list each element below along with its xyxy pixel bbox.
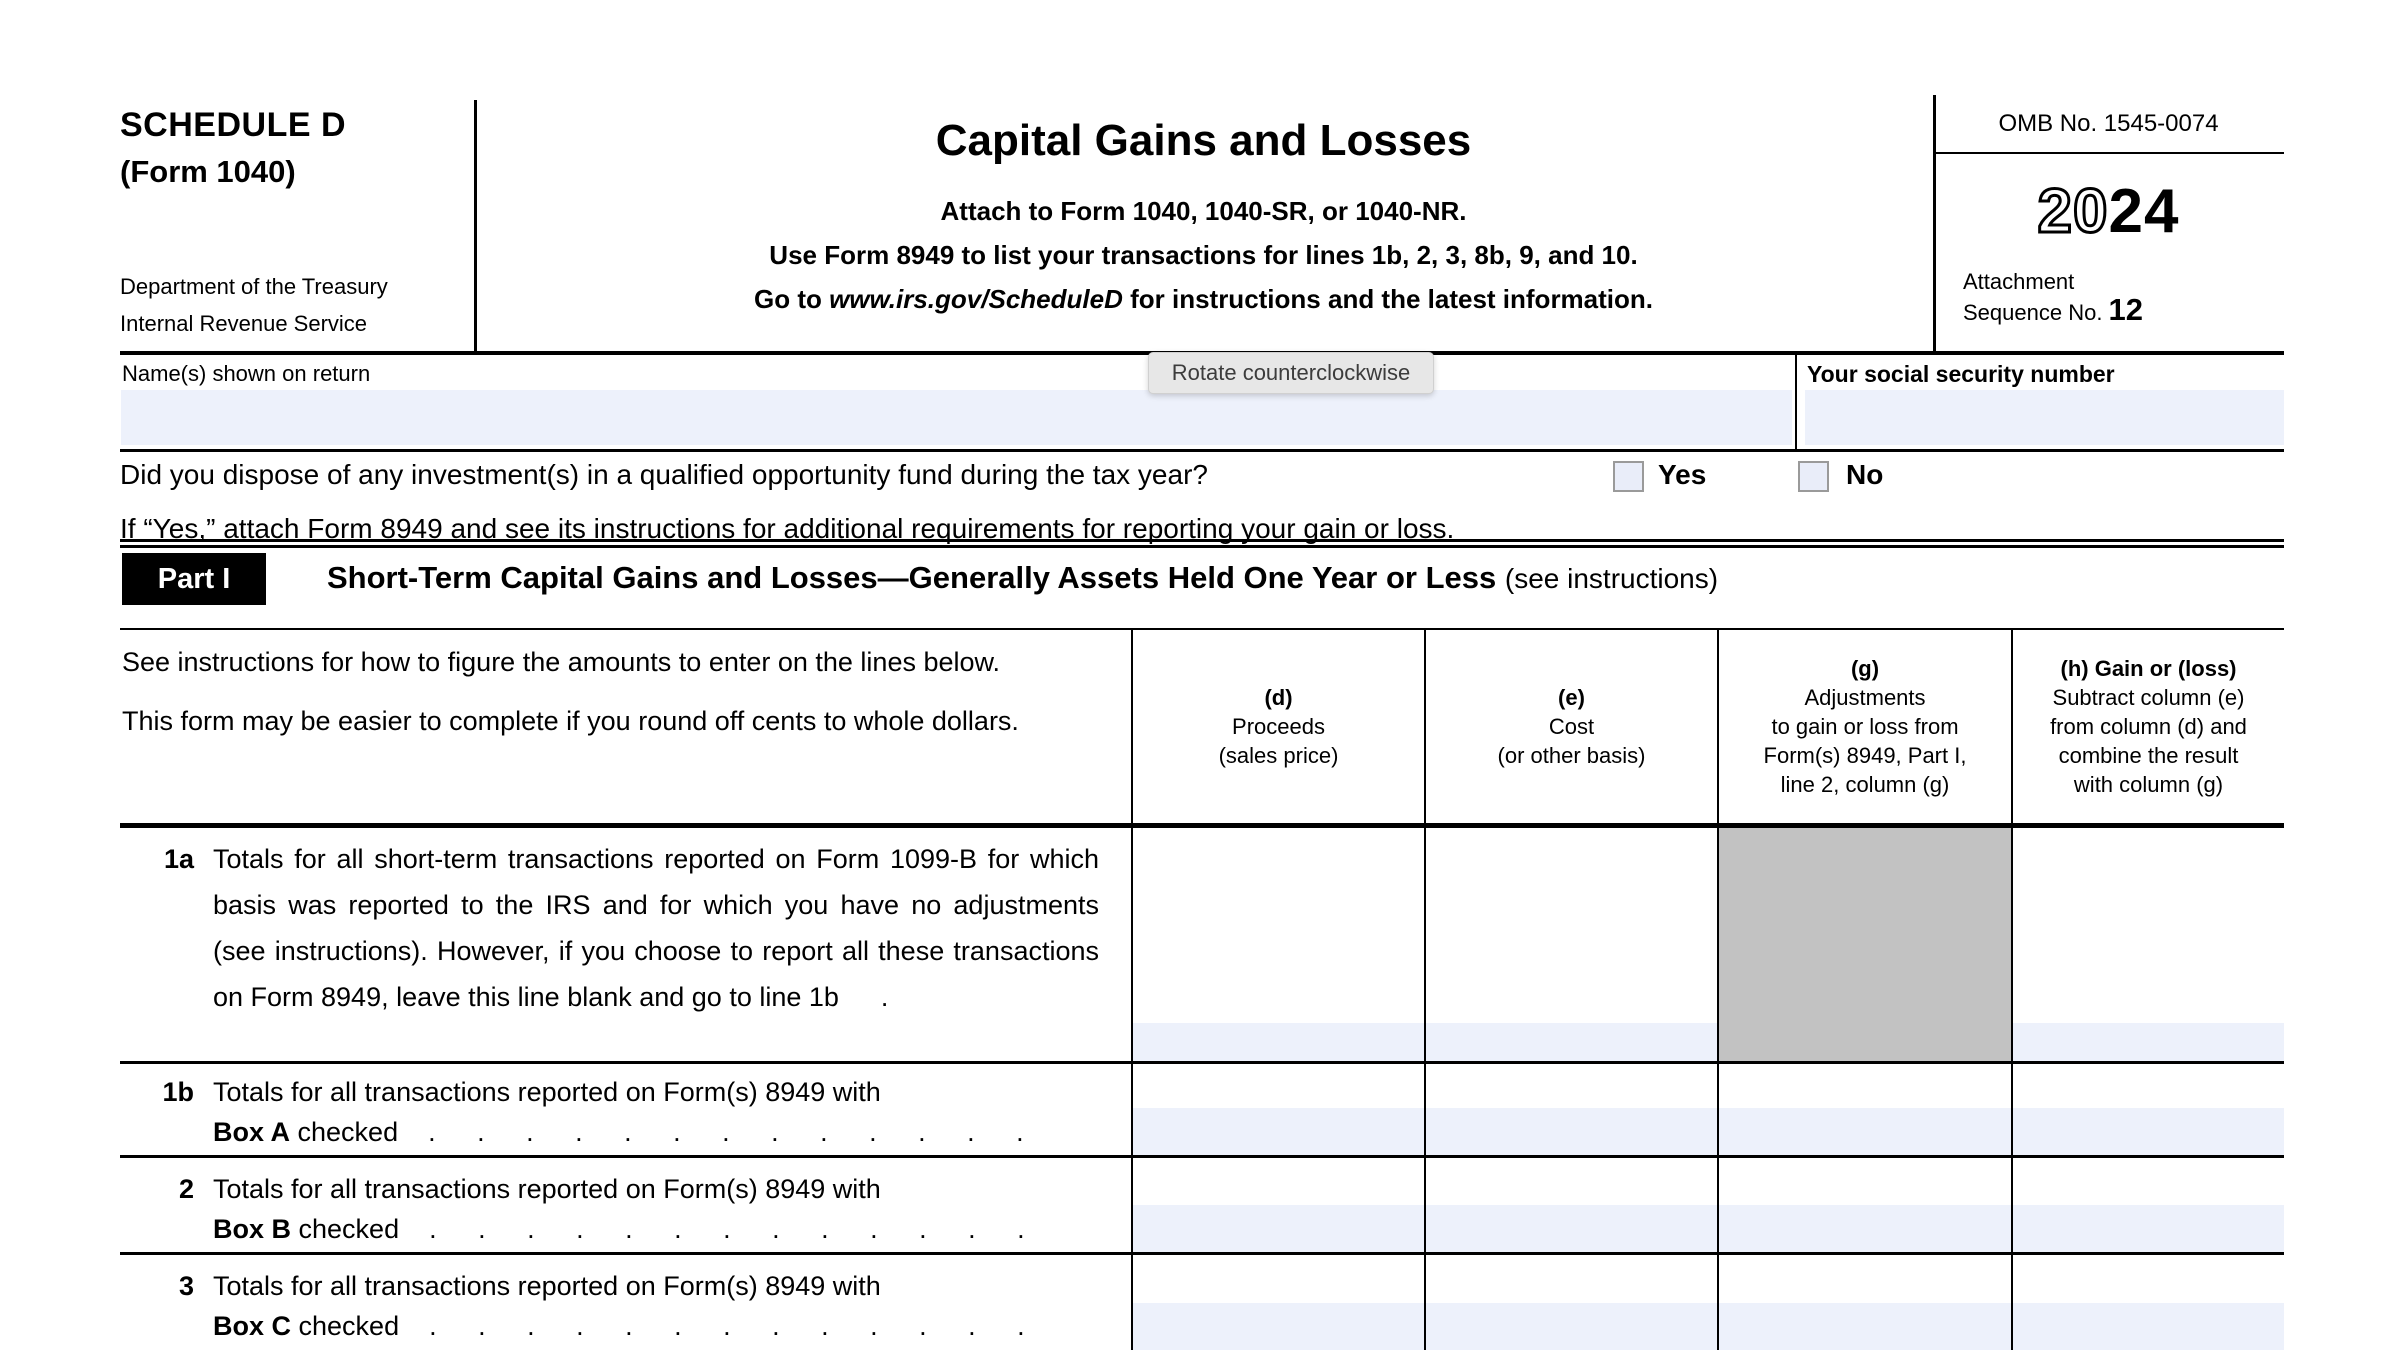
sequence-text: Sequence No.: [1963, 300, 2109, 325]
cell-3-proceeds[interactable]: [1131, 1255, 1424, 1350]
row-1b-checked-label: checked: [290, 1117, 399, 1147]
row-3-box-label: Box C: [213, 1311, 292, 1341]
no-label: No: [1846, 459, 1884, 490]
tooltip-text: Rotate counterclockwise: [1171, 360, 1411, 385]
short-term-table: [120, 628, 2284, 1350]
cell-2-gain-loss-field[interactable]: [2013, 1205, 2284, 1252]
cell-3-cost[interactable]: [1424, 1255, 1717, 1350]
form-header: [120, 60, 2284, 355]
name-block: [120, 355, 1797, 449]
use-form-instruction: Use Form 8949 to list your transactions for lines 1b, 2, 3, 8b, 9, and 10.: [769, 240, 1638, 270]
row-3-checked-label: checked: [291, 1311, 400, 1341]
tax-year-bold: 24: [2108, 177, 2180, 246]
cell-2-proceeds-field[interactable]: [1133, 1205, 1424, 1252]
yes-checkbox[interactable]: [1613, 461, 1644, 492]
col-g-line4: line 2, column (g): [1780, 772, 1950, 797]
rotate-counterclockwise-tooltip: [1148, 352, 1434, 394]
goto-prefix: Go to: [753, 284, 830, 314]
row-3-dot-leader: . . . . . . . . . . . . .: [429, 1311, 1025, 1341]
sequence-label: [1963, 292, 2144, 327]
omb-block: [1933, 60, 2284, 351]
row-2-text: [213, 1158, 1131, 1249]
name-label: Name(s) shown on return: [122, 361, 371, 386]
column-header-proceeds: [1131, 630, 1424, 823]
part1-heading: [120, 548, 2284, 628]
cell-1a-gain-loss[interactable]: [2011, 828, 2284, 1061]
cell-3-adjustments-field[interactable]: [1719, 1303, 2011, 1350]
table-row-2: [120, 1158, 2284, 1255]
header-instructions-cell: [120, 630, 1131, 823]
header-divider-right: [1933, 95, 1936, 355]
col-e-line2: (or other basis): [1497, 743, 1646, 768]
cell-1b-proceeds[interactable]: [1131, 1064, 1424, 1155]
attachment-sequence: [1963, 268, 2143, 327]
row-2-number: 2: [178, 1174, 194, 1204]
row-2-description-cell: [120, 1158, 1131, 1252]
cell-2-adjustments[interactable]: [1717, 1158, 2011, 1252]
qof-note: If “Yes,” attach Form 8949 and see its instructions for additional requirements for reporting your gain or loss.: [120, 513, 1455, 544]
row-1a-text: [213, 828, 1099, 1020]
col-h-line1: Subtract column (e): [2052, 685, 2245, 710]
attach-instruction: Attach to Form 1040, 1040-SR, or 1040-NR.: [940, 196, 1467, 226]
cell-3-adjustments[interactable]: [1717, 1255, 2011, 1350]
col-d-line2: (sales price): [1218, 743, 1339, 768]
row-1a-description-cell: [120, 828, 1131, 1061]
qof-question-line: [120, 455, 2284, 499]
tax-year: [1933, 176, 2284, 247]
row-3-line2: [213, 1306, 1131, 1346]
part1-title-text: Short-Term Capital Gains and Losses—Generally Assets Held One Year or Less: [327, 560, 1497, 595]
col-g-line1: Adjustments: [1804, 685, 1926, 710]
cell-1b-gain-loss-field[interactable]: [2013, 1108, 2284, 1155]
header-divider-left: [474, 100, 477, 355]
name-input[interactable]: [121, 390, 1792, 445]
row-2-box-label: Box B: [213, 1214, 292, 1244]
omb-divider: [1933, 152, 2284, 154]
row-3-line1: Totals for all transactions reported on Form(s) 8949 with: [213, 1271, 881, 1301]
qof-question-section: [120, 455, 2284, 548]
row-3-description-cell: [120, 1255, 1131, 1350]
row-1a-leader-dot: .: [880, 982, 889, 1012]
attachment-label: Attachment: [1963, 269, 2075, 294]
no-checkbox[interactable]: [1798, 461, 1829, 492]
schedule-label: SCHEDULE D: [120, 106, 347, 144]
goto-suffix: for instructions and the latest information.: [1122, 284, 1654, 314]
row-1b-number: 1b: [162, 1077, 194, 1107]
cell-2-adjustments-field[interactable]: [1719, 1205, 2011, 1252]
table-header-row: [120, 630, 2284, 828]
cell-3-cost-field[interactable]: [1426, 1303, 1717, 1350]
row-1a-text-body: Totals for all short-term transactions reported on Form 1099-B for which basis was reported to the IRS and for which you have no adjustments (see instructions). However, if you choose to report all these transactions on Form 8949, leave this line blank and go to line 1b: [213, 844, 1099, 1012]
row-1b-line1: Totals for all transactions reported on Form(s) 8949 with: [213, 1077, 881, 1107]
cell-1b-adjustments[interactable]: [1717, 1064, 2011, 1155]
col-e-tag: (e): [1558, 685, 1585, 710]
agency-line-1: Department of the Treasury: [120, 274, 388, 299]
column-header-adjustments: [1717, 630, 2011, 823]
cell-1b-gain-loss[interactable]: [2011, 1064, 2284, 1155]
row-3-number: 3: [178, 1271, 194, 1301]
col-g-line3: Form(s) 8949, Part I,: [1763, 743, 1967, 768]
col-g-line2: to gain or loss from: [1771, 714, 1959, 739]
row-1b-box-label: Box A: [213, 1117, 291, 1147]
instructions-p2: This form may be easier to complete if you round off cents to whole dollars.: [122, 706, 1019, 736]
cell-1a-cost-field[interactable]: [1426, 1023, 1717, 1061]
part1-badge: Part I: [122, 553, 266, 605]
cell-1b-cost[interactable]: [1424, 1064, 1717, 1155]
row-3-text: [213, 1255, 1131, 1346]
ssn-block: [1797, 355, 2284, 449]
col-e-line1: Cost: [1548, 714, 1595, 739]
column-header-gain-loss: [2011, 630, 2284, 823]
table-row-1b: [120, 1064, 2284, 1158]
cell-2-cost-field[interactable]: [1426, 1205, 1717, 1252]
form-title-block: [474, 60, 1933, 351]
cell-2-proceeds[interactable]: [1131, 1158, 1424, 1252]
cell-1b-proceeds-field[interactable]: [1133, 1108, 1424, 1155]
row-1b-description-cell: [120, 1064, 1131, 1155]
cell-3-proceeds-field[interactable]: [1133, 1303, 1424, 1350]
cell-1b-cost-field[interactable]: [1426, 1108, 1717, 1155]
qof-question-text: Did you dispose of any investment(s) in a qualified opportunity fund during the tax year?: [120, 459, 1208, 490]
col-d-tag: (d): [1264, 685, 1293, 710]
form-number: (Form 1040): [120, 154, 296, 189]
row-1b-line2: [213, 1112, 1131, 1152]
omb-number: OMB No. 1545-0074: [1998, 110, 2219, 137]
instructions-p1: See instructions for how to figure the amounts to enter on the lines below.: [122, 647, 1001, 677]
form-id-block: [120, 60, 470, 351]
row-2-checked-label: checked: [291, 1214, 400, 1244]
cell-3-gain-loss[interactable]: [2011, 1255, 2284, 1350]
col-g-tag: (g): [1850, 656, 1880, 681]
cell-2-gain-loss[interactable]: [2011, 1158, 2284, 1252]
tax-year-outline: 20: [2037, 177, 2109, 246]
col-h-line3: combine the result: [2058, 743, 2239, 768]
row-1a-number: 1a: [163, 844, 194, 874]
col-h-line4: with column (g): [2073, 772, 2224, 797]
sequence-number: 12: [2108, 292, 2144, 327]
table-row-1a: [120, 828, 2284, 1064]
cell-1a-proceeds-field[interactable]: [1133, 1023, 1424, 1061]
col-h-tag: (h) Gain or (loss): [2060, 656, 2237, 681]
row-2-line1: Totals for all transactions reported on Form(s) 8949 with: [213, 1174, 881, 1204]
yes-label: Yes: [1658, 459, 1707, 490]
cell-1a-adjustments-disabled: [1717, 828, 2011, 1061]
part1-see-instructions: (see instructions): [1504, 563, 1719, 594]
table-row-3: [120, 1255, 2284, 1350]
cell-2-cost[interactable]: [1424, 1158, 1717, 1252]
table-instructions: [120, 630, 1131, 738]
cell-1a-proceeds[interactable]: [1131, 828, 1424, 1061]
agency-line-2: Internal Revenue Service: [120, 311, 368, 336]
ssn-label: Your social security number: [1807, 361, 2115, 387]
col-d-line1: Proceeds: [1232, 714, 1325, 739]
cell-1b-adjustments-field[interactable]: [1719, 1108, 2011, 1155]
form-title: Capital Gains and Losses: [935, 116, 1472, 165]
irs-url[interactable]: www.irs.gov/ScheduleD: [829, 284, 1123, 314]
goto-instruction: [474, 284, 1933, 315]
row-2-line2: [213, 1209, 1131, 1249]
cell-3-gain-loss-field[interactable]: [2013, 1303, 2284, 1350]
cell-1a-cost[interactable]: [1424, 828, 1717, 1061]
row-1b-dot-leader: . . . . . . . . . . . . .: [428, 1117, 1024, 1147]
col-h-line2: from column (d) and: [2050, 714, 2247, 739]
row-2-dot-leader: . . . . . . . . . . . . .: [429, 1214, 1025, 1244]
row-1b-text: [213, 1064, 1131, 1152]
column-header-cost: [1424, 630, 1717, 823]
agency-name: [120, 268, 388, 342]
part1-title: [327, 560, 1718, 596]
ssn-input[interactable]: [1805, 390, 2284, 445]
cell-1a-gain-loss-field[interactable]: [2013, 1023, 2284, 1061]
